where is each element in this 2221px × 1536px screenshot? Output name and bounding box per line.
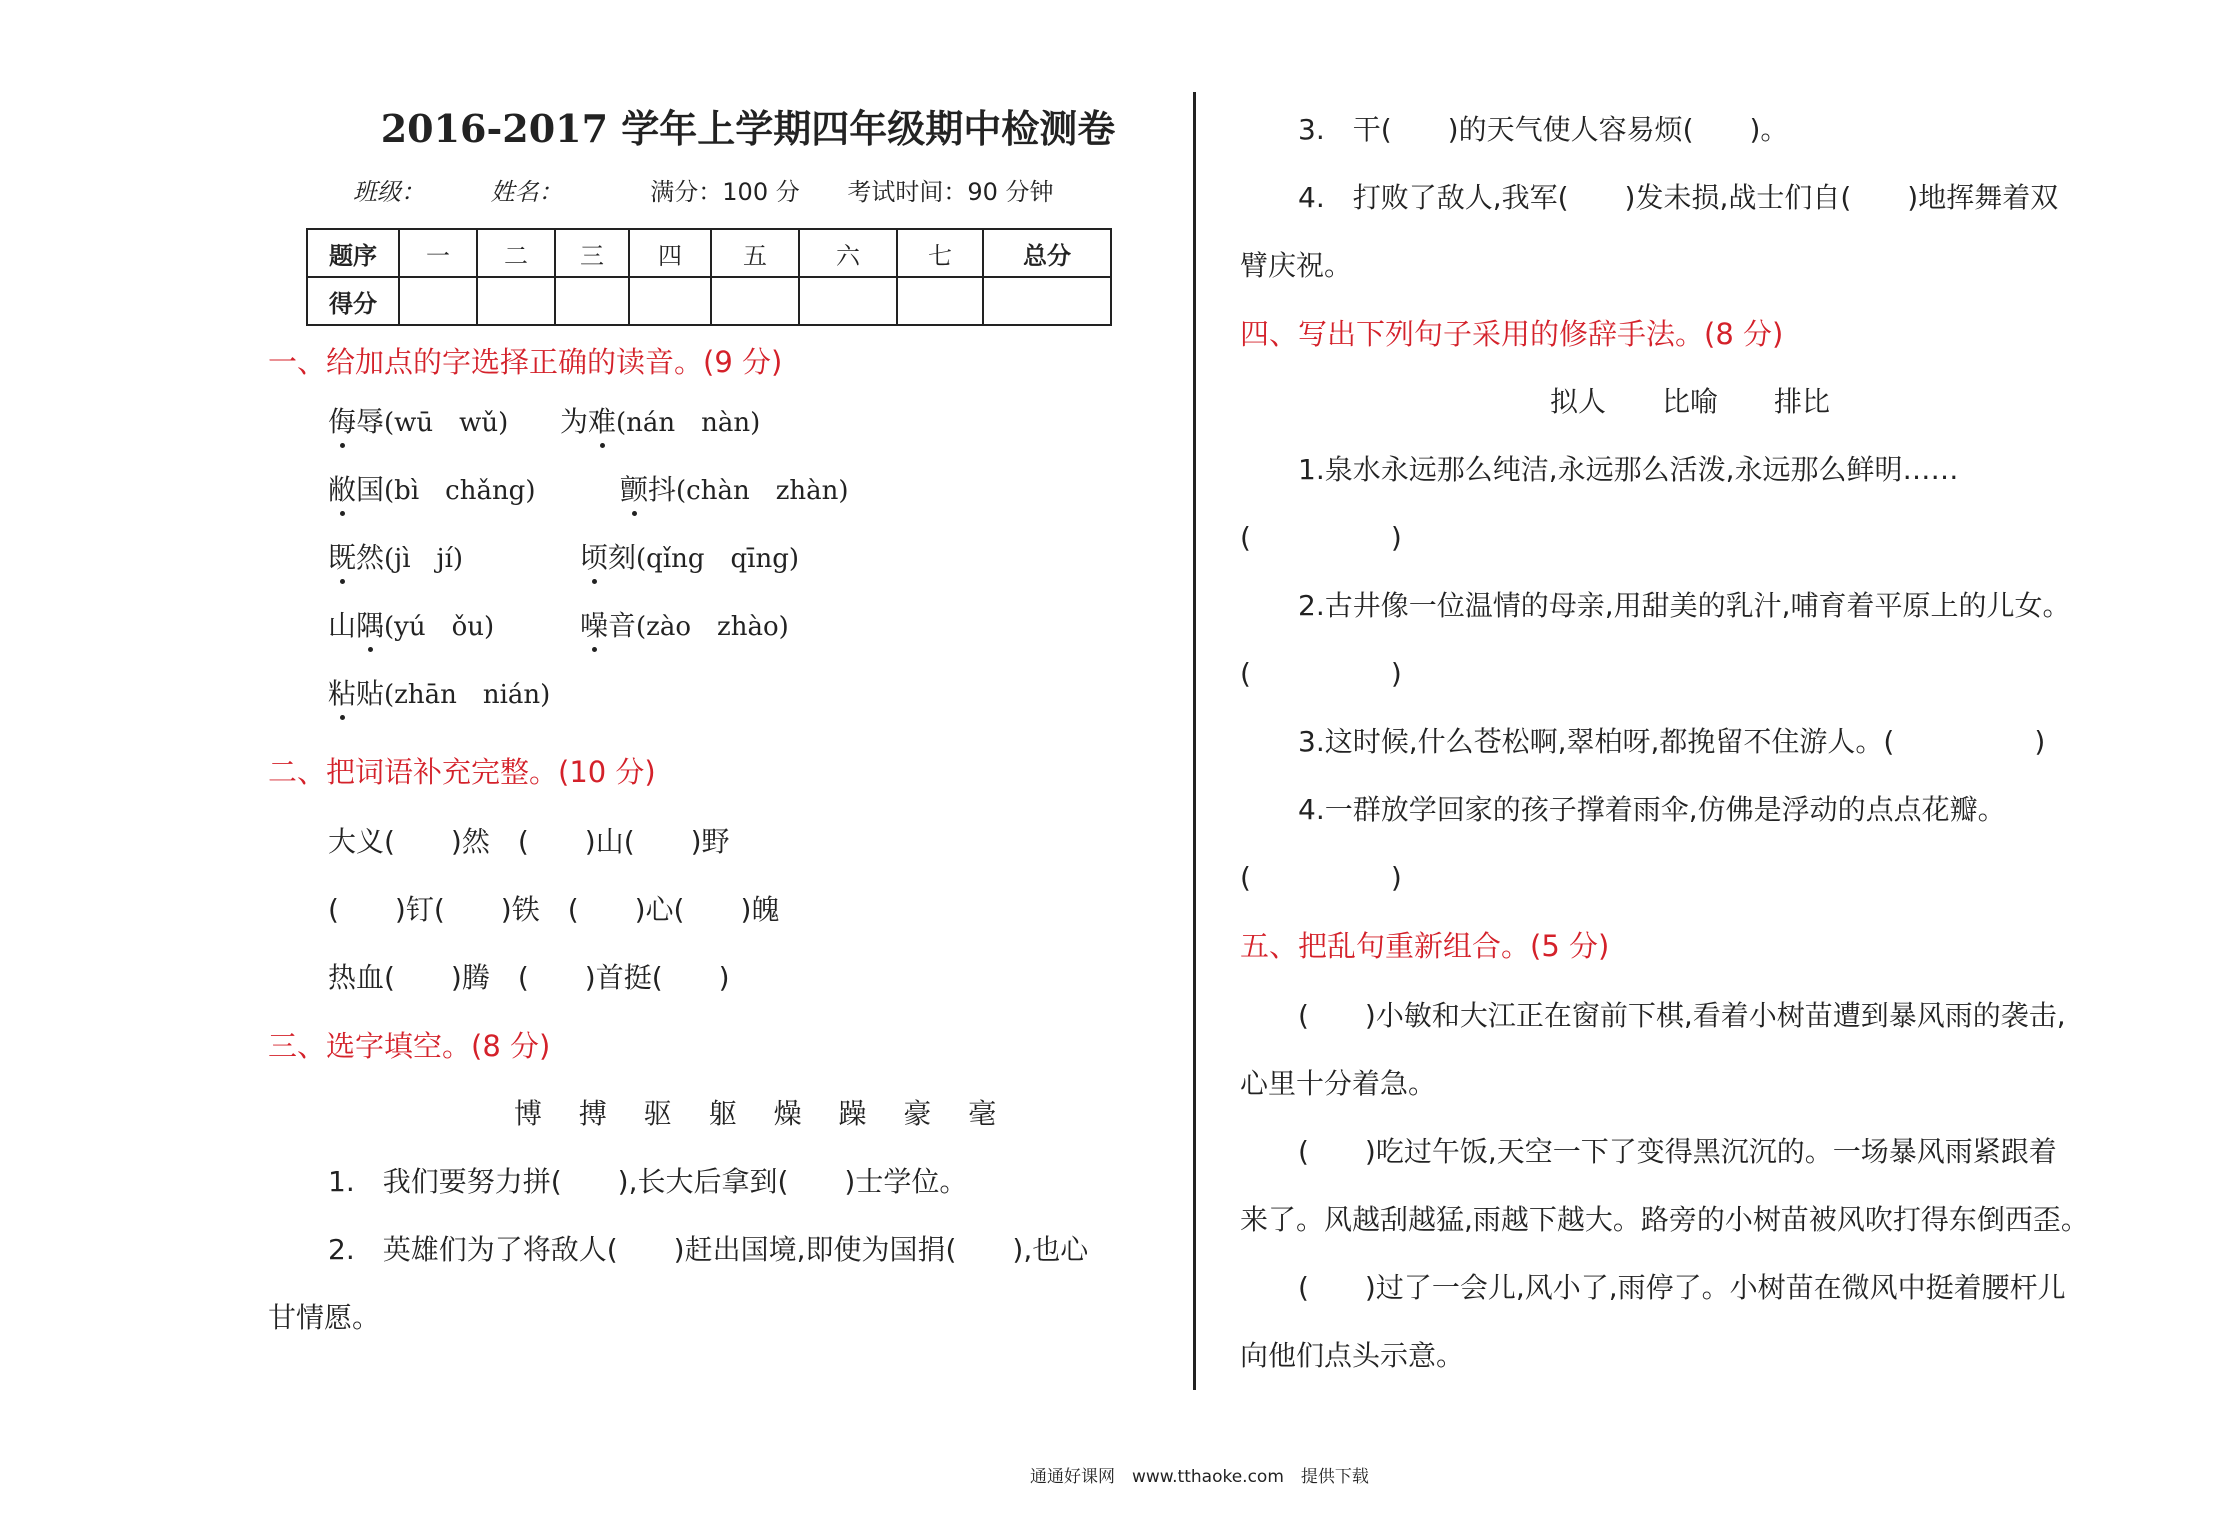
- table-cell: 总分: [983, 229, 1111, 277]
- score-input-cell[interactable]: [629, 277, 711, 325]
- question-line: 3. 干( )的天气使人容易烦( )。: [1298, 113, 1789, 146]
- table-cell: 七: [897, 229, 983, 277]
- pinyin-word: 敝国: [328, 473, 385, 506]
- fill-blank-line: ( )钉( )铁 ( )心( )魄: [328, 893, 780, 926]
- question-line: ( )过了一会儿,风小了,雨停了。小树苗在微风中挺着腰杆儿: [1298, 1271, 2066, 1304]
- question-line: ( )吃过午饭,天空一下了变得黑沉沉的。一场暴风雨紧跟着: [1298, 1135, 2057, 1168]
- score-input-cell[interactable]: [477, 277, 555, 325]
- question-line: ( )小敏和大江正在窗前下棋,看着小树苗遭到暴风雨的袭击,: [1298, 999, 2066, 1032]
- pinyin-word: 颤抖: [620, 473, 677, 506]
- table-cell: 五: [711, 229, 799, 277]
- word-bank: 博 搏 驱 躯 燥 躁 豪 毫: [514, 1097, 997, 1130]
- question-line: 向他们点头示意。: [1240, 1339, 1465, 1372]
- exam-info: [353, 172, 1112, 207]
- footer-source: 通通好课网 www.tthaoke.com 提供下载: [1030, 1467, 1369, 1487]
- exam-time: 考试时间：90 分钟: [847, 178, 1054, 206]
- pinyin-options: (wū wǔ): [384, 408, 509, 438]
- pinyin-options: (chàn zhàn): [676, 476, 849, 506]
- pinyin-word: 顷刻: [580, 541, 637, 574]
- pinyin-row: [328, 468, 535, 508]
- table-cell: 一: [399, 229, 477, 277]
- table-cell: 六: [799, 229, 897, 277]
- pinyin-word: 侮辱: [328, 405, 385, 438]
- section-heading-5: 五、把乱句重新组合。(5 分): [1240, 929, 1610, 963]
- table-cell: 二: [477, 229, 555, 277]
- question-line: 4. 打败了敌人,我军( )发未损,战士们自( )地挥舞着双: [1298, 181, 2059, 214]
- pinyin-options: (qǐng qīng): [636, 544, 800, 574]
- fill-blank-line: 热血( )腾 ( )首挺( ): [328, 961, 730, 994]
- pinyin-row: [328, 536, 463, 576]
- pinyin-row: [328, 604, 494, 644]
- score-table-row-score: [307, 277, 1111, 325]
- section-heading-3: 三、选字填空。(8 分): [268, 1029, 551, 1063]
- question-line: 2.古井像一位温情的母亲,用甜美的乳汁,哺育着平原上的儿女。: [1298, 589, 2071, 622]
- section-heading-4: 四、写出下列句子采用的修辞手法。(8 分): [1240, 317, 1784, 351]
- pinyin-row: [580, 604, 789, 644]
- score-input-cell[interactable]: [799, 277, 897, 325]
- question-line: 臂庆祝。: [1240, 249, 1353, 282]
- answer-blank[interactable]: ( ): [1240, 657, 1402, 690]
- pinyin-options: (bì chǎng): [384, 476, 536, 506]
- score-input-cell[interactable]: [555, 277, 629, 325]
- question-line: 1.泉水永远那么纯洁,永远那么活泼,永远那么鲜明……: [1298, 453, 1959, 486]
- score-table: [306, 228, 1112, 326]
- pinyin-word: 噪音: [580, 609, 637, 642]
- pinyin-row: [580, 536, 799, 576]
- question-line: 2. 英雄们为了将敌人( )赶出国境,即使为国捐( ),也心: [328, 1233, 1089, 1266]
- pinyin-options: (jì jí): [384, 544, 464, 574]
- table-cell: 三: [555, 229, 629, 277]
- answer-blank[interactable]: ( ): [1240, 861, 1402, 894]
- pinyin-word: 既然: [328, 541, 385, 574]
- question-line: 甘情愿。: [268, 1301, 381, 1334]
- name-label: 姓名：: [490, 178, 563, 206]
- pinyin-word: 粘贴: [328, 677, 385, 710]
- score-input-cell[interactable]: [983, 277, 1111, 325]
- pinyin-row: [328, 672, 550, 712]
- score-input-cell[interactable]: [399, 277, 477, 325]
- score-table-row-header: [307, 229, 1111, 277]
- full-score: 满分：100 分: [650, 178, 800, 206]
- pinyin-options: (zào zhào): [636, 612, 789, 642]
- question-line: 3.这时候,什么苍松啊,翠柏呀,都挽留不住游人。( ): [1298, 725, 2046, 758]
- answer-blank[interactable]: ( ): [1240, 521, 1402, 554]
- pinyin-options: (zhān nián): [384, 680, 551, 710]
- question-line: 4.一群放学回家的孩子撑着雨伞,仿佛是浮动的点点花瓣。: [1298, 793, 2006, 826]
- pinyin-row: [620, 468, 849, 508]
- page-title: 2016-2017 学年上学期四年级期中检测卷: [380, 106, 1116, 151]
- class-label: 班级：: [353, 178, 425, 206]
- score-input-cell[interactable]: [711, 277, 799, 325]
- table-cell: 得分: [307, 277, 399, 325]
- pinyin-options: (nán nàn): [616, 408, 761, 438]
- section-heading-2: 二、把词语补充完整。(10 分): [268, 755, 656, 789]
- score-input-cell[interactable]: [897, 277, 983, 325]
- table-cell: 题序: [307, 229, 399, 277]
- question-line: 来了。风越刮越猛,雨越下越大。路旁的小树苗被风吹打得东倒西歪。: [1240, 1203, 2089, 1236]
- table-cell: 四: [629, 229, 711, 277]
- fill-blank-line: 大义( )然 ( )山( )野: [328, 825, 730, 858]
- pinyin-options: (yú ǒu): [384, 612, 495, 642]
- section-heading-1: 一、给加点的字选择正确的读音。(9 分): [268, 345, 783, 379]
- question-line: 心里十分着急。: [1240, 1067, 1437, 1100]
- column-divider: [1193, 92, 1196, 1390]
- pinyin-word: 为难: [560, 405, 617, 438]
- pinyin-row: [560, 400, 760, 440]
- word-bank: 拟人 比喻 排比: [1550, 385, 1831, 418]
- question-line: 1. 我们要努力拼( ),长大后拿到( )士学位。: [328, 1165, 968, 1198]
- pinyin-row: [328, 400, 508, 440]
- pinyin-word: 山隅: [328, 609, 385, 642]
